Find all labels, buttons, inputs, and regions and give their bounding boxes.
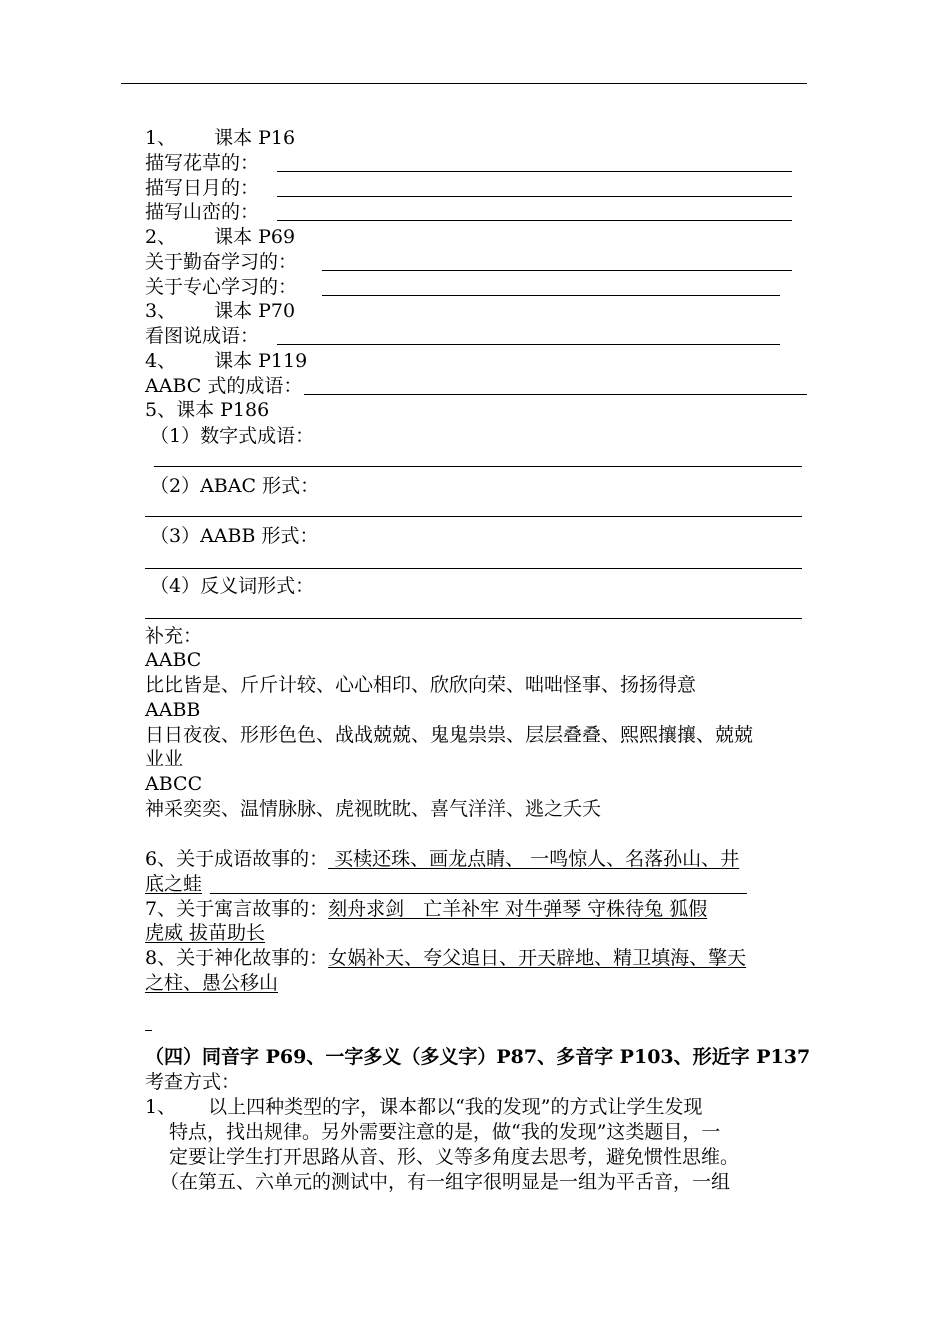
- fable-stories-answer-cont: 虎威 拔苗助长: [145, 922, 266, 944]
- pattern-aabc-label: AABC: [145, 649, 202, 671]
- myth-stories-label: 8、关于神化故事的：: [145, 947, 329, 969]
- s5-heading: 5、课本 P186: [145, 399, 270, 421]
- method-item-1-text: 以上四种类型的字，课本都以“我的发现”的方式让学生发现: [208, 1096, 703, 1118]
- s2-item-diligent: 关于勤奋学习的：: [145, 251, 298, 273]
- s1-number: 1、: [145, 127, 177, 149]
- supplement-label: 补充：: [145, 625, 203, 647]
- separator-dash: [145, 1030, 152, 1031]
- s2-number: 2、: [145, 226, 177, 248]
- header-rule: [121, 83, 807, 84]
- myth-stories: [145, 946, 746, 970]
- answer-line-flowers[interactable]: [277, 171, 792, 172]
- s5-item-antonym: （4）反义词形式：: [150, 575, 315, 597]
- idiom-stories-answer-cont: 底之蛙: [145, 873, 203, 895]
- method-item-1-number: 1、: [145, 1096, 177, 1118]
- answer-line-numeric[interactable]: [154, 466, 802, 467]
- fable-stories-answer: 刻舟求剑 亡羊补牢 对牛弹琴 守株待兔 狐假: [328, 898, 708, 920]
- s3-number: 3、: [145, 300, 177, 322]
- answer-line-picture[interactable]: [277, 344, 780, 345]
- myth-stories-answer: 女娲补天、夸父追日、开天辟地、精卫填海、擎天: [328, 947, 747, 969]
- s4-number: 4、: [145, 350, 177, 372]
- pattern-abcc-label: ABCC: [145, 773, 203, 795]
- s1-item-flowers: 描写花草的：: [145, 152, 260, 174]
- answer-line-abac[interactable]: [145, 516, 802, 517]
- answer-line-aabb[interactable]: [145, 568, 802, 569]
- s1-reference: 课本 P16: [214, 127, 296, 149]
- pattern-aabb-label: AABB: [145, 699, 201, 721]
- s1-item-mountains: 描写山峦的：: [145, 201, 260, 223]
- answer-line-aabc[interactable]: [304, 394, 807, 395]
- idiom-stories: [145, 847, 739, 871]
- idiom-stories-answer-line[interactable]: [210, 893, 747, 894]
- method-item-1: [145, 1095, 703, 1119]
- answer-line-focused[interactable]: [322, 295, 780, 296]
- section4-heading: （四）同音字 P69、一字多义（多义字）P87、多音字 P103、形近字 P137: [145, 1046, 811, 1068]
- idiom-stories-label: 6、关于成语故事的：: [145, 848, 329, 870]
- pattern-aabb-examples: 日日夜夜、形形色色、战战兢兢、鬼鬼祟祟、层层叠叠、熙熙攘攘、兢兢: [145, 724, 754, 746]
- s3-heading: [145, 299, 295, 323]
- s4-heading: [145, 349, 307, 373]
- s2-heading: [145, 225, 295, 249]
- method-item-1-line3: 定要让学生打开思路从音、形、义等多角度去思考，避免惯性思维。: [169, 1146, 740, 1168]
- answer-line-sun-moon[interactable]: [277, 196, 792, 197]
- method-label: 考查方式：: [145, 1071, 241, 1093]
- idiom-stories-answer: 买椟还珠、画龙点睛、 一鸣惊人、名落孙山、井: [328, 848, 740, 870]
- pattern-abcc-examples: 神采奕奕、温情脉脉、虎视眈眈、喜气洋洋、逃之夭夭: [145, 798, 602, 820]
- s4-reference: 课本 P119: [214, 350, 308, 372]
- s3-item-picture: 看图说成语：: [145, 325, 260, 347]
- s5-item-numeric: （1）数字式成语：: [150, 425, 315, 447]
- s5-item-abac: （2）ABAC 形式：: [150, 475, 320, 497]
- pattern-aabc-examples: 比比皆是、斤斤计较、心心相印、欣欣向荣、咄咄怪事、扬扬得意: [145, 674, 697, 696]
- pattern-aabb-examples-cont: 业业: [145, 748, 184, 770]
- s5-item-aabb: （3）AABB 形式：: [150, 525, 319, 547]
- s1-item-sun-moon: 描写日月的：: [145, 177, 260, 199]
- method-item-1-line4: （在第五、六单元的测试中，有一组字很明显是一组为平舌音，一组: [160, 1171, 731, 1193]
- answer-line-diligent[interactable]: [322, 270, 792, 271]
- myth-stories-answer-cont: 之柱、愚公移山: [145, 972, 279, 994]
- answer-line-antonym[interactable]: [145, 618, 802, 619]
- s2-item-focused: 关于专心学习的：: [145, 276, 298, 298]
- answer-line-mountains[interactable]: [277, 220, 792, 221]
- fable-stories-label: 7、关于寓言故事的：: [145, 898, 329, 920]
- s1-heading: [145, 126, 295, 150]
- s4-item-aabc: AABC 式的成语：: [145, 375, 303, 397]
- s3-reference: 课本 P70: [214, 300, 296, 322]
- fable-stories: [145, 897, 707, 921]
- method-item-1-line2: 特点，找出规律。另外需要注意的是，做“我的发现”这类题目，一: [169, 1121, 721, 1143]
- s2-reference: 课本 P69: [214, 226, 296, 248]
